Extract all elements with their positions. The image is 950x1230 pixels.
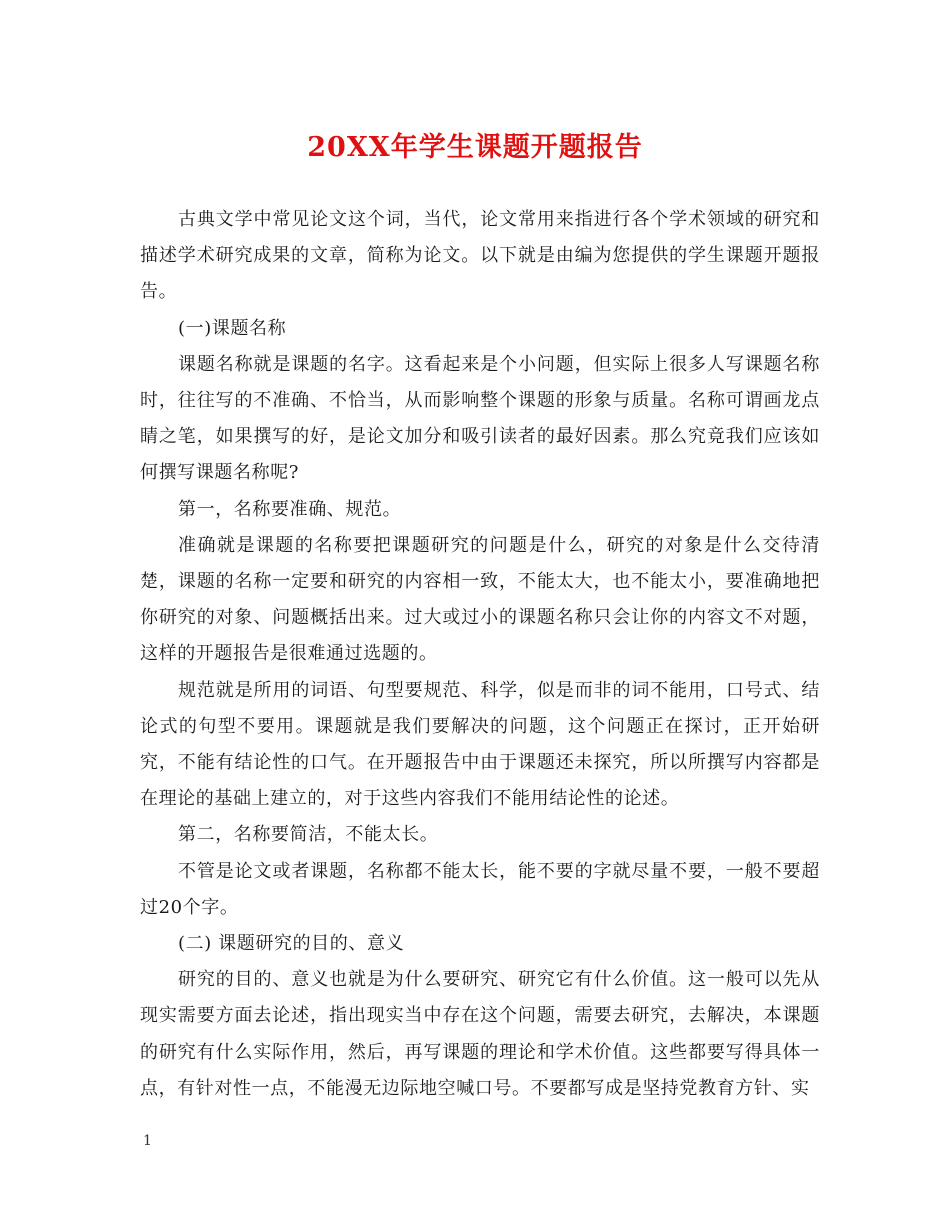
body-paragraph: 准确就是课题的名称要把课题研究的问题是什么，研究的对象是什么交待清楚，课题的名称一定要和研究的内容相一致，不能太大，也不能太小，要准确地把你研究的对象、问题概括出来。过大或过小的课题名称只会让你的内容文不对题，这样的开题报告是很难通过选题的。 [140, 534, 820, 665]
document-body [140, 202, 820, 1107]
subsection-heading-second: 第二，名称要简洁，不能太长。 [178, 824, 439, 846]
intro-paragraph: 古典文学中常见论文这个词，当代，论文常用来指进行各个学术领域的研究和描述学术研究成果的文章，简称为论文。以下就是由编为您提供的学生课题开题报告。 [140, 209, 820, 303]
body-paragraph: 课题名称就是课题的名字。这看起来是个小问题，但实际上很多人写课题名称时，往往写的不准确、不恰当，从而影响整个课题的形象与质量。名称可谓画龙点睛之笔，如果撰写的好，是论文加分和吸引读者的最好因素。那么究竟我们应该如何撰写课题名称呢? [140, 353, 820, 484]
subsection-heading-first: 第一，名称要准确、规范。 [178, 498, 402, 520]
page-number: 1 [143, 1133, 152, 1149]
section-heading-purpose: (二) 课题研究的目的、意义 [178, 933, 405, 955]
section-heading-topic-name: (一)课题名称 [178, 317, 287, 339]
page-title: 20XX年学生课题开题报告 [307, 132, 643, 163]
body-paragraph: 不管是论文或者课题，名称都不能太长，能不要的字就尽量不要，一般不要超过20个字。 [140, 860, 820, 918]
body-paragraph: 规范就是所用的词语、句型要规范、科学，似是而非的词不能用，口号式、结论式的句型不要用。课题就是我们要解决的问题，这个问题正在探讨，正开始研究，不能有结论性的口气。在开题报告中由于课题还未探究，所以所撰写内容都是在理论的基础上建立的，对于这些内容我们不能用结论性的论述。 [140, 679, 820, 810]
body-paragraph: 研究的目的、意义也就是为什么要研究、研究它有什么价值。这一般可以先从现实需要方面去论述，指出现实当中存在这个问题，需要去研究，去解决，本课题的研究有什么实际作用，然后，再写课题的理论和学术价值。这些都要写得具体一点，有针对性一点，不能漫无边际地空喊口号。不要都写成是坚持党教育方针、实 [140, 969, 820, 1099]
